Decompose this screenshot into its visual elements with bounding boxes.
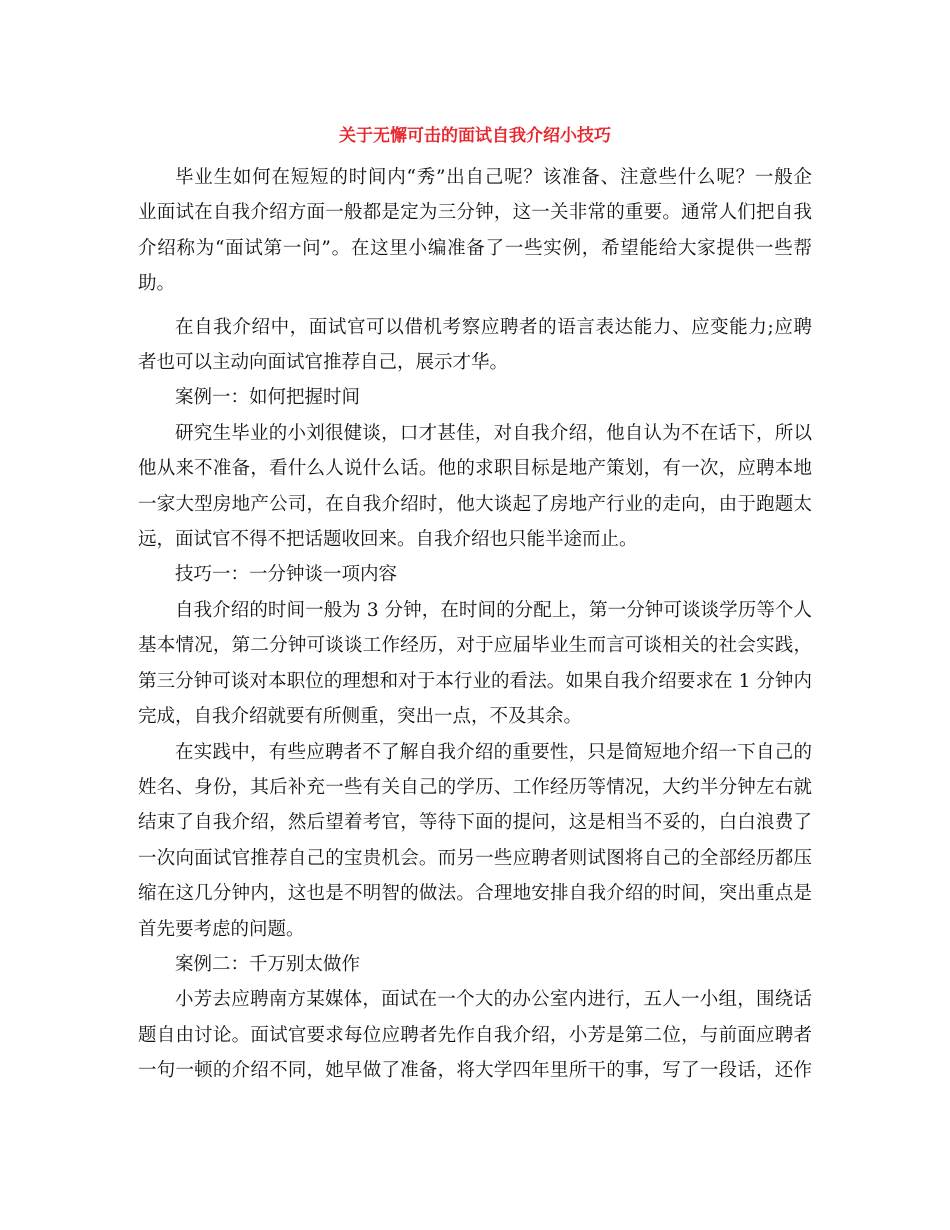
paragraph-line: 研究生毕业的小刘很健谈，口才甚佳，对自我介绍，他自认为不在话下，所以 [175,422,812,444]
paragraph-line: 题自由讨论。面试官要求每位应聘者先作自我介绍，小芳是第二位，与前面应聘者 [138,1024,812,1046]
paragraph [138,310,812,381]
paragraph-line: 自我介绍的时间一般为 3 分钟，在时间的分配上，第一分钟可谈谈学历等个人 [175,599,812,621]
paragraph-line: 介绍称为“面试第一问”。在这里小编准备了一些实例，希望能给大家提供一些帮 [138,237,812,259]
document-body [138,160,812,1089]
paragraph-line: 小芳去应聘南方某媒体，面试在一个大的办公室内进行，五人一小组，围绕话 [175,989,812,1011]
document-title: 关于无懈可击的面试自我介绍小技巧 [339,126,611,146]
paragraph-line: 在实践中，有些应聘者不了解自我介绍的重要性，只是简短地介绍一下自己的 [175,741,812,763]
paragraph-line: 远，面试官不得不把话题收回来。自我介绍也只能半途而止。 [138,529,638,551]
paragraph-line: 案例一：如何把握时间 [175,387,361,409]
paragraph [138,160,812,302]
paragraph-line: 他从来不准备，看什么人说什么话。他的求职目标是地产策划，有一次，应聘本地 [138,458,812,480]
paragraph-line: 首先要考虑的问题。 [138,918,305,940]
paragraph-line: 一家大型房地产公司，在自我介绍时，他大谈起了房地产行业的走向，由于跑题太 [138,493,812,515]
paragraph [138,593,812,735]
paragraph-line: 结束了自我介绍，然后望着考官，等待下面的提问，这是相当不妥的，白白浪费了 [138,812,812,834]
paragraph [138,557,812,592]
paragraph [138,982,812,1088]
paragraph [138,735,812,947]
paragraph-line: 一次向面试官推荐自己的宝贵机会。而另一些应聘者则试图将自己的全部经历都压 [138,847,812,869]
paragraph-line: 技巧一：一分钟谈一项内容 [175,564,398,586]
paragraph-line: 者也可以主动向面试官推荐自己，展示才华。 [138,352,509,374]
paragraph-line: 一句一顿的介绍不同，她早做了准备，将大学四年里所干的事，写了一段话，还作 [138,1060,812,1082]
paragraph-line: 缩在这几分钟内，这也是不明智的做法。合理地安排自我介绍的时间，突出重点是 [138,883,812,905]
paragraph-line: 案例二：千万别太做作 [175,953,361,975]
paragraph-line: 完成，自我介绍就要有所侧重，突出一点，不及其余。 [138,706,583,728]
paragraph-line: 基本情况，第二分钟可谈谈工作经历，对于应届毕业生而言可谈相关的社会实践， [138,635,812,657]
paragraph-line: 姓名、身份，其后补充一些有关自己的学历、工作经历等情况，大约半分钟左右就 [138,776,812,798]
paragraph [138,947,812,982]
paragraph [138,416,812,558]
paragraph-line: 毕业生如何在短短的时间内“秀”出自己呢？该准备、注意些什么呢？一般企 [175,167,812,188]
paragraph [138,380,812,415]
paragraph-line: 业面试在自我介绍方面一般都是定为三分钟，这一关非常的重要。通常人们把自我 [138,202,812,224]
paragraph-line: 助。 [138,273,176,295]
paragraph-line: 在自我介绍中，面试官可以借机考察应聘者的语言表达能力、应变能力;应聘 [175,316,812,338]
paragraph-line: 第三分钟可谈对本职位的理想和对于本行业的看法。如果自我介绍要求在 1 分钟内 [138,670,812,692]
